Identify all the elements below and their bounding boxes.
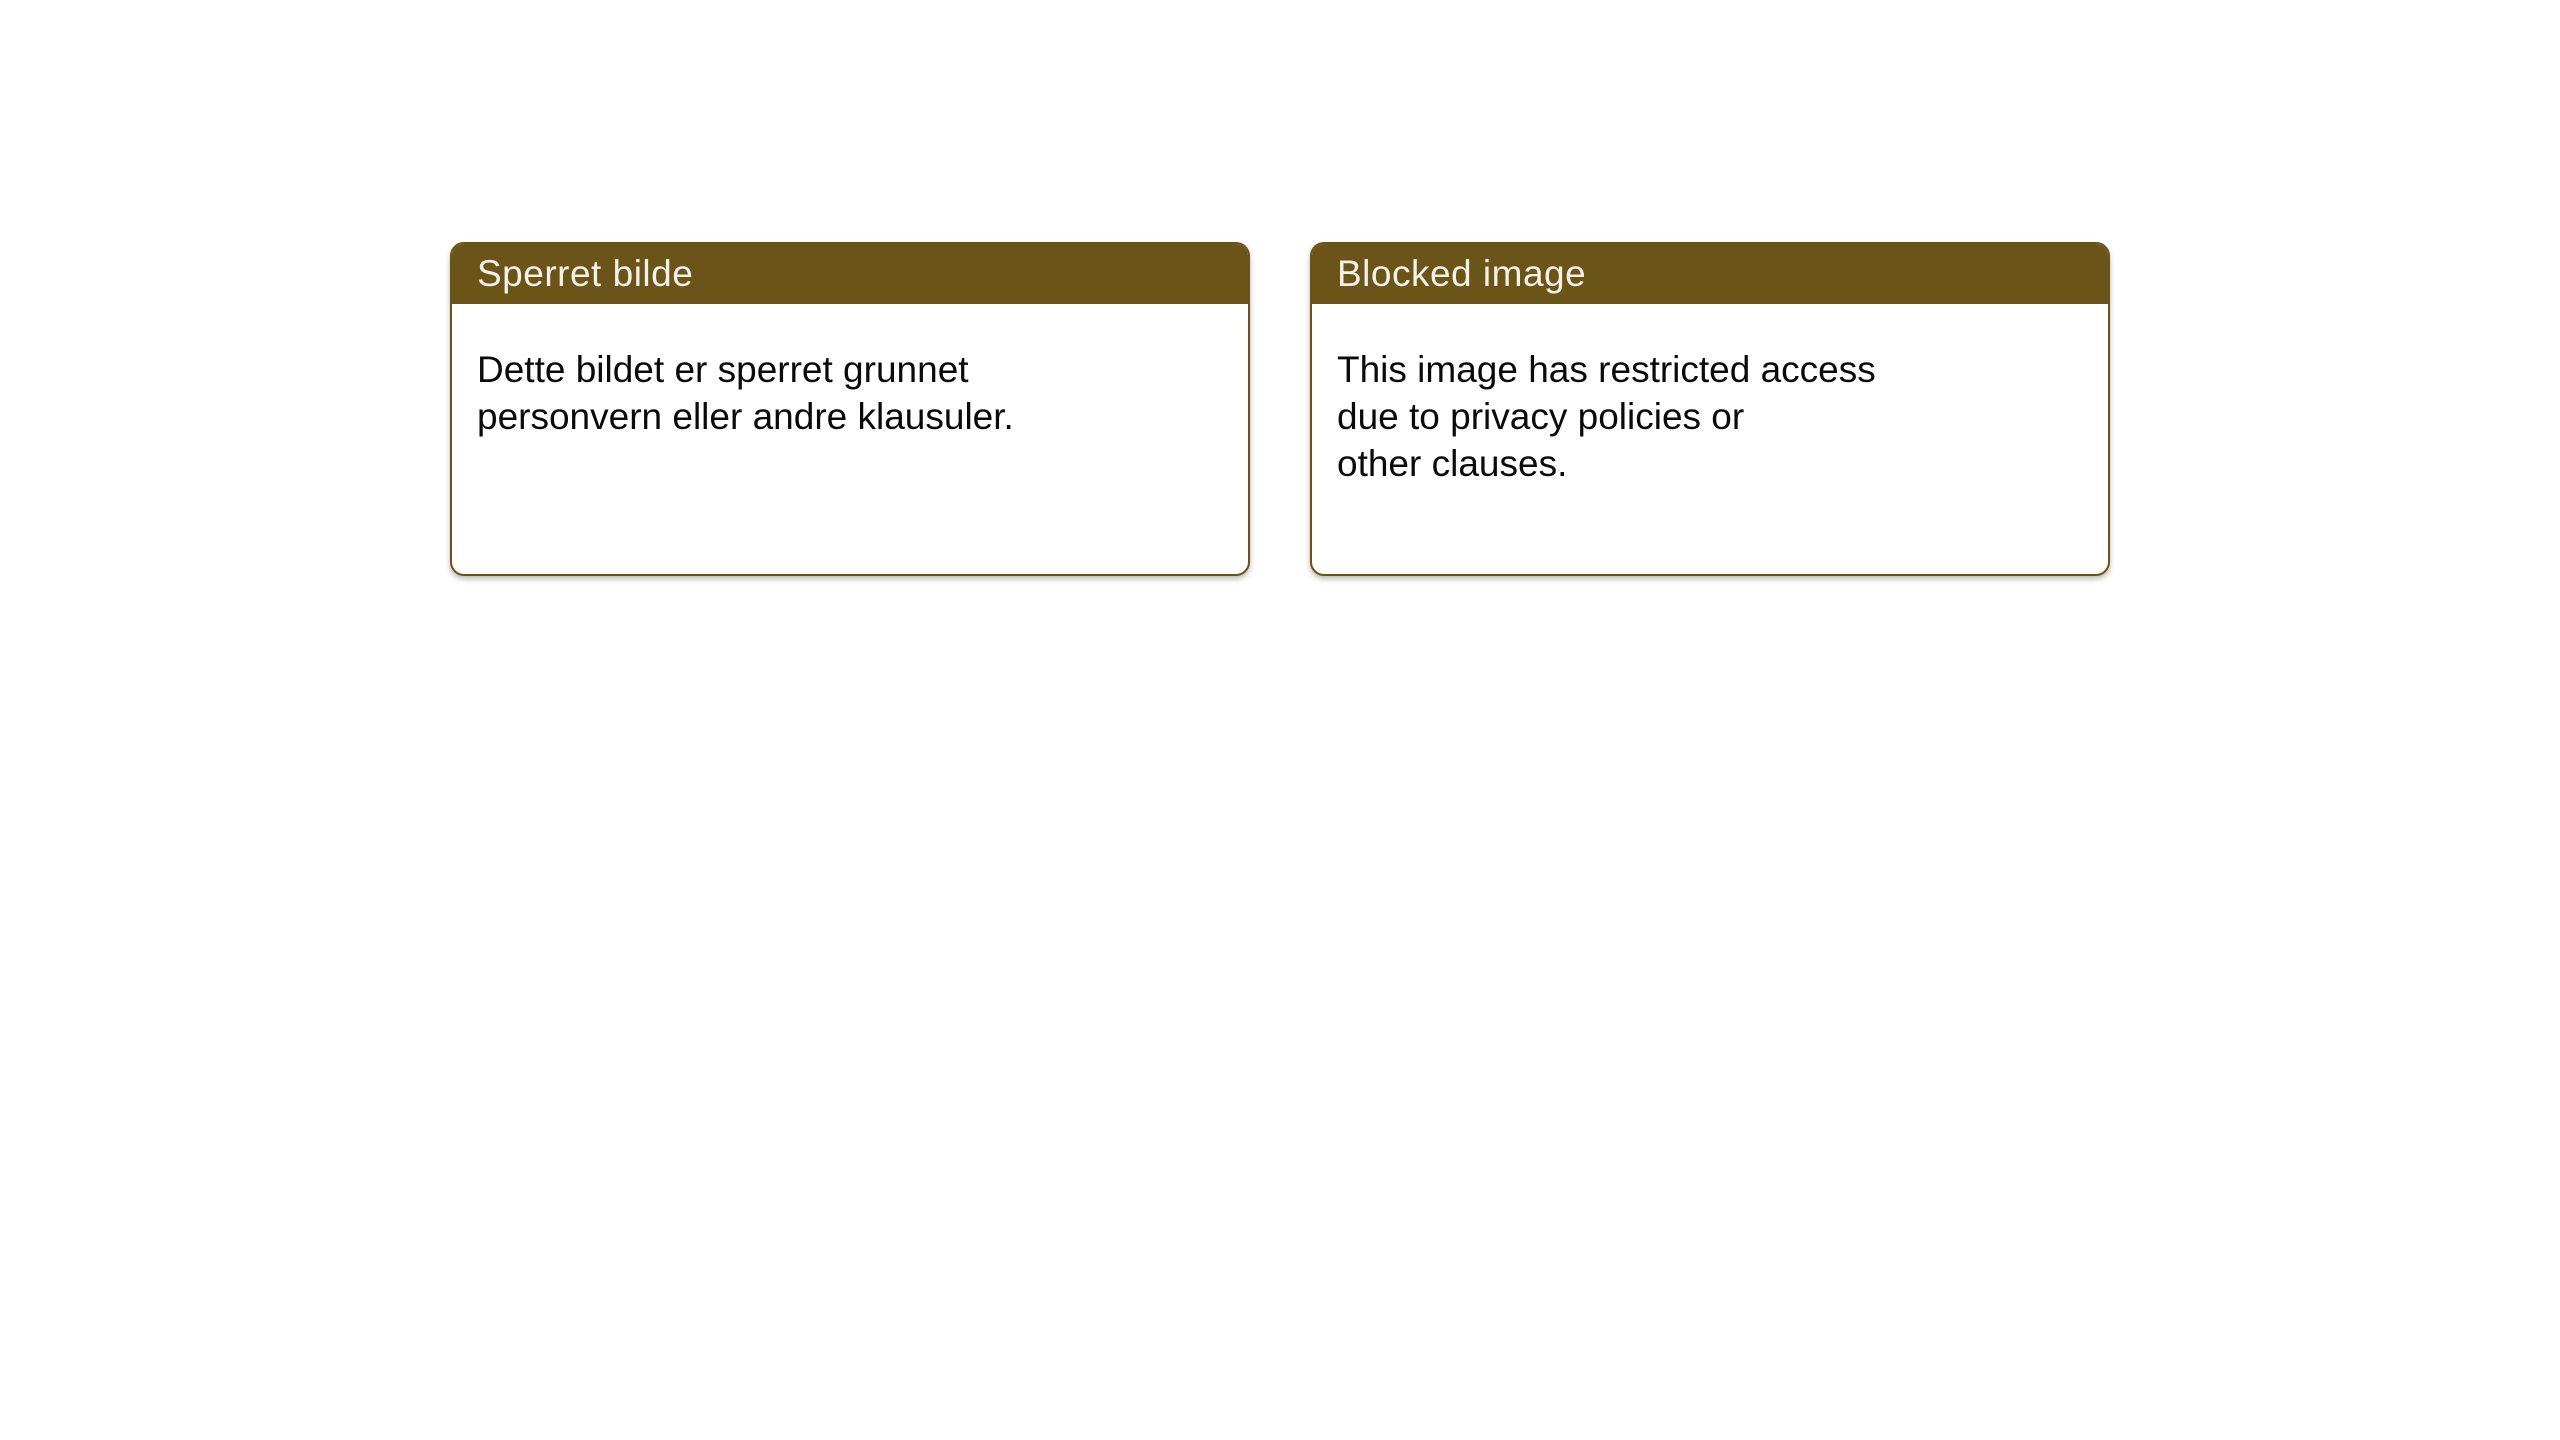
card-body — [452, 304, 1248, 440]
notice-text-line: This image has restricted access — [1337, 349, 1876, 390]
card-header — [452, 244, 1248, 304]
card-title: Sperret bilde — [477, 253, 694, 294]
notice-text-line: other clauses. — [1337, 443, 1568, 484]
card-body — [1312, 304, 2108, 487]
notice-text-line: due to privacy policies or — [1337, 396, 1745, 437]
card-title: Blocked image — [1337, 253, 1587, 294]
blocked-image-card-english — [1310, 242, 2110, 576]
blocked-image-card-norwegian — [450, 242, 1250, 576]
notice-text-line: personvern eller andre klausuler. — [477, 396, 1014, 437]
notice-text-line: Dette bildet er sperret grunnet — [477, 349, 969, 390]
card-header — [1312, 244, 2108, 304]
